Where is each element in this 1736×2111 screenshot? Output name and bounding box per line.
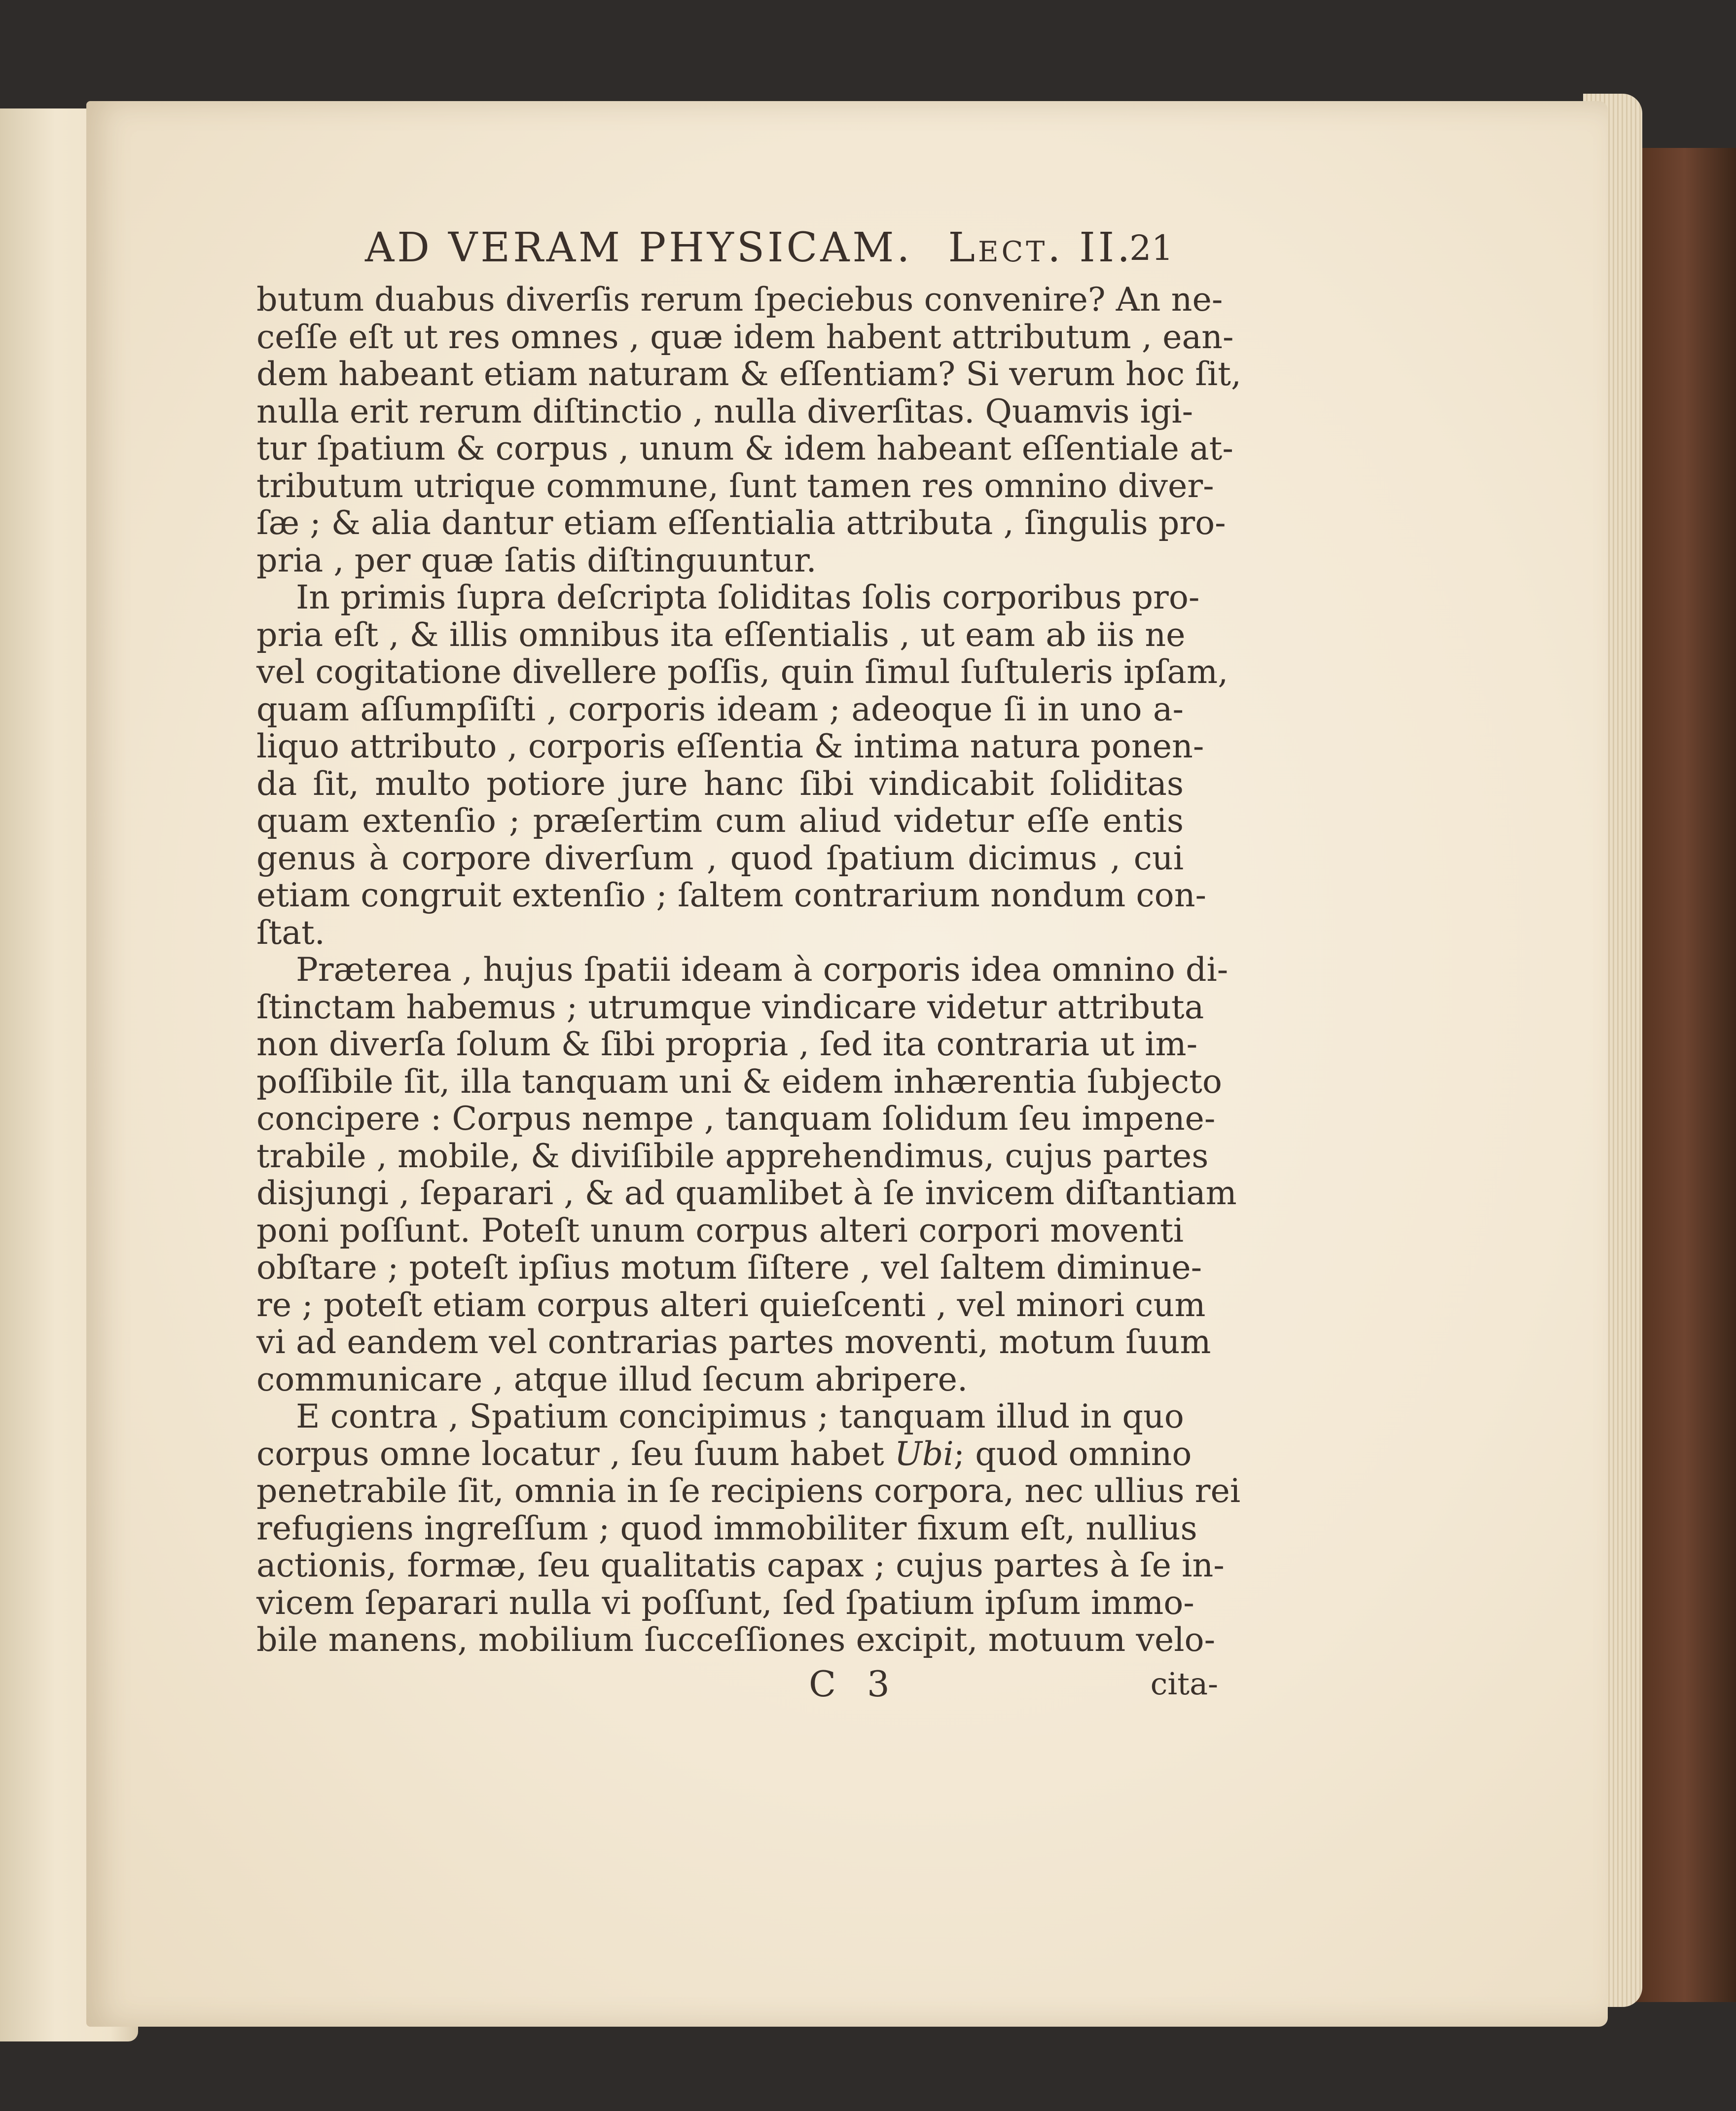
text-line: trabile , mobile, & diviſibile apprehendimus, cujus partes — [256, 1136, 1209, 1175]
text-line: genus à corpore diverſum , quod ſpatium dicimus , cui — [256, 838, 1184, 877]
text-line: liquo attributo , corporis eſſentia & intima natura ponen- — [256, 727, 1204, 765]
text-line: da ſit, multo potiore jure hanc ſibi vindicabit ſoliditas — [256, 764, 1184, 803]
text-line: actionis, formæ, ſeu qualitatis capax ; cujus partes à ſe in- — [256, 1546, 1225, 1584]
text-line: ceſſe eſt ut res omnes , quæ idem habent attributum , ean- — [256, 317, 1234, 356]
text-line: disjungi , ſeparari , & ad quamlibet à ſe invicem diſtantiam — [256, 1174, 1237, 1212]
text-line: vel cogitatione divellere poſſis, quin ſimul ſuſtuleris ipſam, — [256, 652, 1229, 691]
text-line: tur ſpatium & corpus , unum & idem habeant eſſentiale at- — [256, 429, 1233, 467]
text-line: butum duabus diverſis rerum ſpeciebus convenire? An ne- — [256, 280, 1223, 319]
text-line: E contra , Spatium concipimus ; tanquam illud in quo — [296, 1397, 1184, 1435]
text-line: pria eſt , & illis omnibus ita eſſentialis , ut eam ab iis ne — [256, 615, 1186, 654]
text-line: bile manens, mobilium ſucceſſiones excipit, motuum velo- — [256, 1620, 1216, 1659]
text-line-mixed — [256, 1434, 1192, 1473]
text-line: non diverſa ſolum & ſibi propria , ſed ita contraria ut im- — [256, 1025, 1198, 1063]
catchword: cita- — [1150, 1666, 1218, 1702]
text-line: poni poſſunt. Poteſt unum corpus alteri corpori moventi — [256, 1211, 1184, 1250]
text-line: communicare , atque illud ſecum abripere. — [256, 1360, 968, 1398]
text-line: etiam congruit extenſio ; ſaltem contrarium nondum con- — [256, 876, 1206, 914]
header-title: AD VERAM PHYSICAM. — [365, 224, 913, 271]
page-footer — [809, 1662, 1218, 1706]
text-line: nulla erit rerum diſtinctio , nulla diverſitas. Quamvis igi- — [256, 392, 1194, 430]
signature-mark: C 3 — [809, 1663, 900, 1705]
text-line: vicem ſeparari nulla vi poſſunt, ſed ſpatium ipſum immo- — [256, 1583, 1194, 1622]
running-header — [365, 221, 1184, 275]
text-line: concipere : Corpus nempe , tanquam ſolidum ſeu impene- — [256, 1099, 1216, 1138]
text-line: re ; poteſt etiam corpus alteri quieſcenti , vel minori cum — [256, 1285, 1206, 1324]
text-line: In primis ſupra deſcripta ſoliditas ſolis corporibus pro- — [296, 578, 1200, 616]
text-segment: ; quod omnino — [953, 1434, 1192, 1473]
text-line: vi ad eandem vel contrarias partes moventi, motum ſuum — [256, 1323, 1211, 1361]
body-text — [256, 280, 1241, 1659]
text-line: pria , per quæ ſatis diſtinguuntur. — [256, 540, 817, 579]
text-line: tributum utrique commune, ſunt tamen res omnino diver- — [256, 466, 1214, 505]
italic-word: Ubi — [894, 1434, 954, 1473]
text-line: ſæ ; & alia dantur etiam eſſentialia attributa , ſingulis pro- — [256, 503, 1226, 542]
text-line: quam extenſio ; præſertim cum aliud videtur eſſe entis — [256, 801, 1184, 840]
text-line: obſtare ; poteſt ipſius motum ſiſtere , vel ſaltem diminue- — [256, 1248, 1202, 1287]
text-line: poſſibile ſit, illa tanquam uni & eidem inhærentia ſubjecto — [256, 1062, 1222, 1101]
text-line: ſtat. — [256, 913, 325, 952]
header-section: Lect. II. — [948, 224, 1133, 271]
text-line: quam aſſumpſiſti , corporis ideam ; adeoque ſi in uno a- — [256, 689, 1184, 728]
text-line: Præterea , hujus ſpatii ideam à corporis idea omnino di- — [296, 950, 1229, 989]
text-line: ſtinctam habemus ; utrumque vindicare videtur attributa — [256, 987, 1204, 1026]
text-line: refugiens ingreſſum ; quod immobiliter fixum eſt, nullius — [256, 1508, 1197, 1547]
text-segment: corpus omne locatur , ſeu ſuum habet — [256, 1434, 884, 1473]
text-line: dem habeant etiam naturam & eſſentiam? Si verum hoc ſit, — [256, 355, 1241, 393]
page-number: 21 — [1129, 228, 1174, 268]
text-line: penetrabile ſit, omnia in ſe recipiens corpora, nec ullius rei — [256, 1471, 1241, 1510]
